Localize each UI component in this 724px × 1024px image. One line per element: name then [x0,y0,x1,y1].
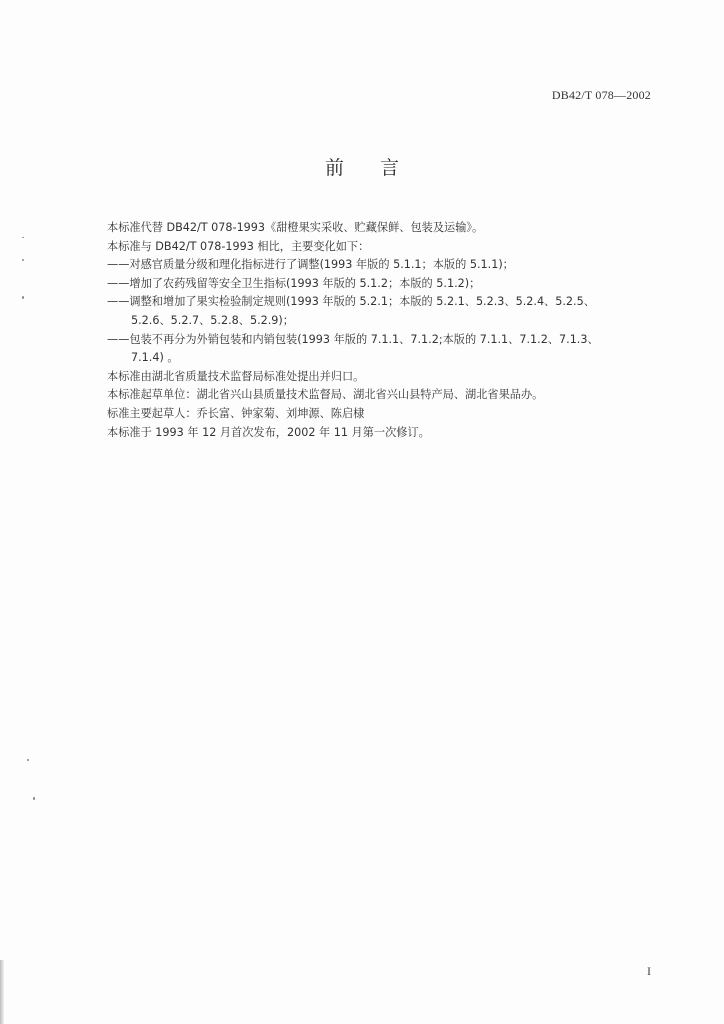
list-item-continuation: 7.1.4) 。 [131,351,179,365]
page-number: I [647,964,651,978]
foreword-body [107,219,667,442]
paragraph-line: 标准主要起草人：乔长富、钟家菊、刘坤源、陈启棣 [107,406,365,420]
list-item: ——包装不再分为外销包装和内销包装(1993 年版的 7.1.1、7.1.2;本版的 7.1.1、7.1.2、7.1.3、 [107,332,599,346]
list-item: ——对感官质量分级和理化指标进行了调整(1993 年版的 5.1.1；本版的 5.1.1)； [107,258,514,272]
list-item: ——增加了农药残留等安全卫生指标(1993 年版的 5.1.2；本版的 5.1.2)； [107,276,481,290]
document-code: DB42/T 078—2002 [551,88,651,102]
scan-speck [22,259,24,261]
paragraph-line: 本标准代替 DB42/T 078-1993《甜橙果实采收、贮藏保鲜、包装及运输》。 [107,221,484,234]
list-item-continuation: 5.2.6、5.2.7、5.2.8、5.2.9)； [131,313,294,327]
scan-speck [33,797,35,800]
paragraph-line: 本标准于 1993 年 12 月首次发布，2002 年 11 月第一次修订。 [107,425,430,439]
scan-speck [22,296,24,299]
paragraph-line: 本标准与 DB42/T 078-1993 相比，主要变化如下： [107,239,370,253]
scan-speck [27,759,29,761]
paragraph-line: 本标准起草单位：湖北省兴山县质量技术监督局、湖北省兴山县特产局、湖北省果品办。 [107,388,544,402]
scan-speck [22,237,24,238]
paragraph-line: 本标准由湖北省质量技术监督局标准处提出并归口。 [107,369,365,383]
scan-edge-shadow [0,960,4,1024]
page-title: 前言 [324,157,435,179]
list-item: ——调整和增加了果实检验制定规则(1993 年版的 5.2.1；本版的 5.2.1、5.2.3、5.2.4、5.2.5、 [107,295,595,309]
